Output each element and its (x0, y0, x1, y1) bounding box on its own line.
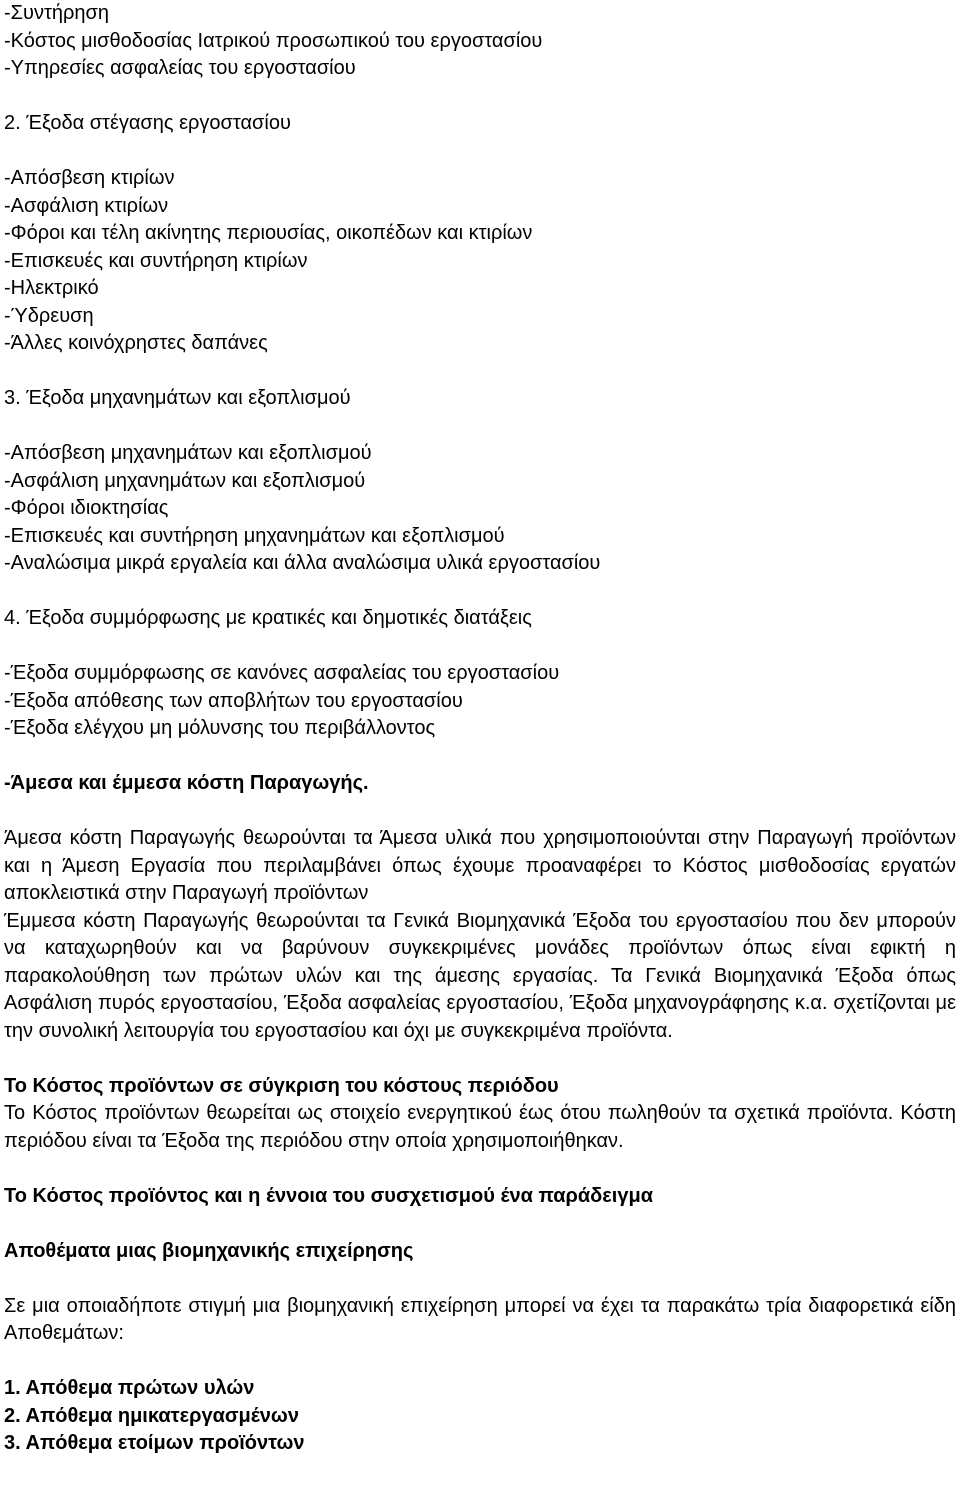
list-item: -Απόσβεση κτιρίων (4, 167, 175, 189)
section-heading: 3. Έξοδα μηχανημάτων και εξοπλισμού (4, 387, 351, 409)
list-item: -Ηλεκτρικό (4, 277, 99, 299)
section-heading: -Άμεσα και έμμεσα κόστη Παραγωγής. (4, 772, 369, 794)
list-item: -Έξοδα ελέγχου μη μόλυνσης του περιβάλλοντος (4, 717, 436, 739)
section-heading: Το Κόστος προϊόντος και η έννοια του συσχετισμού ένα παράδειγμα (4, 1184, 653, 1207)
section-compliance (4, 605, 956, 743)
section-machinery (4, 385, 956, 578)
paragraph: Άμεσα κόστη Παραγωγής θεωρούνται τα Άμεσα υλικά που χρησιμοποιούνται στην Παραγωγή προϊόντων και η Άμεση Εργασία που περιλαμβάνει όπως έχουμε προαναφέρει το Κόστος μισθοδοσίας εργατών αποκλειστικά στην Παραγωγή προϊόντων (4, 827, 956, 904)
list-item: -Φόροι και τέλη ακίνητης περιουσίας, οικοπέδων και κτιρίων (4, 222, 533, 244)
list-item: 3. Απόθεμα ετοίμων προϊόντων (4, 1432, 305, 1454)
list-item: 1. Απόθεμα πρώτων υλών (4, 1377, 255, 1399)
list-item: -Ασφάλιση κτιρίων (4, 194, 169, 217)
list-item: -Έξοδα απόθεσης των αποβλήτων του εργοστασίου (4, 689, 463, 712)
section-product-vs-period (4, 1073, 956, 1156)
list-item: -Επισκευές και συντήρηση κτιρίων (4, 249, 308, 272)
section-correlation (4, 1183, 956, 1211)
section-housing (4, 110, 956, 358)
paragraph: Σε μια οποιαδήποτε στιγμή μια βιομηχανική επιχείρηση μπορεί να έχει τα παρακάτω τρία διαφορετικά είδη Αποθεμάτων: (4, 1294, 956, 1344)
list-item: -Αναλώσιμα μικρά εργαλεία και άλλα αναλώσιμα υλικά εργοστασίου (4, 552, 601, 574)
list-item: -Ύδρευση (4, 304, 94, 327)
maintenance-list (4, 0, 956, 83)
section-heading: Αποθέματα μιας βιομηχανικής επιχείρησης (4, 1239, 414, 1262)
section-inventories (4, 1238, 956, 1458)
section-direct-indirect (4, 770, 956, 1045)
list-item: -Υπηρεσίες ασφαλείας του εργοστασίου (4, 57, 356, 79)
paragraph: Έμμεσα κόστη Παραγωγής θεωρούνται τα Γενικά Βιομηχανικά Έξοδα του εργοστασίου που δεν μπορούν να καταχωρηθούν και να βαρύνουν συγκεκριμένες μονάδες προϊόντων όπως είναι εφικτή η παρακολούθηση των πρώτων υλών και της άμεσης εργασίας. Τα Γενικά Βιομηχανικά Έξοδα όπως Ασφάλιση πυρός εργοστασίου, Έξοδα ασφαλείας εργοστασίου, Έξοδα μηχανογράφησης κ.α. σχετίζονται με την συνολική λειτουργία του εργοστασίου και όχι με συγκεκριμένα προϊόντα. (4, 909, 956, 1042)
section-heading: 4. Έξοδα συμμόρφωσης με κρατικές και δημοτικές διατάξεις (4, 607, 532, 629)
list-item: -Έξοδα συμμόρφωσης σε κανόνες ασφαλείας του εργοστασίου (4, 662, 560, 684)
list-item: -Άλλες κοινόχρηστες δαπάνες (4, 332, 268, 354)
section-heading: Το Κόστος προϊόντων σε σύγκριση του κόστους περιόδου (4, 1074, 559, 1097)
section-heading: 2. Έξοδα στέγασης εργοστασίου (4, 112, 291, 134)
list-item: -Φόροι ιδιοκτησίας (4, 497, 169, 519)
list-item: -Κόστος μισθοδοσίας Ιατρικού προσωπικού του εργοστασίου (4, 29, 543, 52)
list-item: 2. Απόθεμα ημικατεργασμένων (4, 1404, 299, 1427)
list-item: -Επισκευές και συντήρηση μηχανημάτων και εξοπλισμού (4, 524, 505, 547)
paragraph: Το Κόστος προϊόντων θεωρείται ως στοιχείο ενεργητικού έως ότου πωληθούν τα σχετικά προϊόντα. Κόστη περιόδου είναι τα Έξοδα της περιόδου στην οποία χρησιμοποιήθηκαν. (4, 1102, 956, 1152)
list-item: -Απόσβεση μηχανημάτων και εξοπλισμού (4, 442, 372, 464)
list-item: -Ασφάλιση μηχανημάτων και εξοπλισμού (4, 469, 366, 492)
list-item: -Συντήρηση (4, 2, 109, 24)
